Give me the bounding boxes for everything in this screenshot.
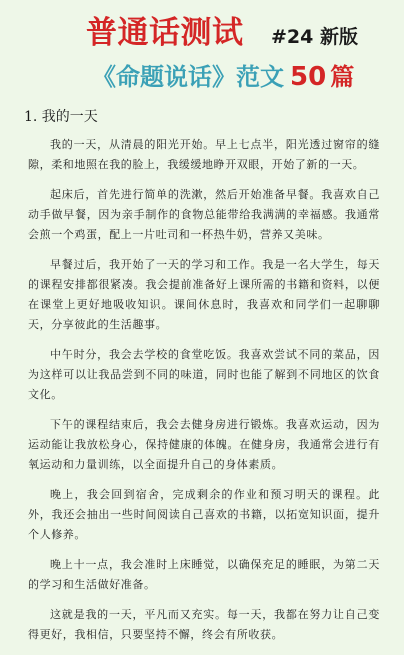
paragraph: 这就是我的一天，平凡而又充实。每一天，我都在努力让自己变得更好，我相信，只要坚持不懈，终会有所收获。 bbox=[28, 608, 380, 641]
paragraph: 晚上十一点，我会准时上床睡觉，以确保充足的睡眠，为第二天的学习和生活做好准备。 bbox=[28, 558, 380, 591]
paragraph: 我的一天，从清晨的阳光开始。早上七点半，阳光透过窗帘的缝隙，柔和地照在我的脸上，我缓缓地睁开双眼，开始了新的一天。 bbox=[28, 138, 380, 171]
paragraph: 中午时分，我会去学校的食堂吃饭。我喜欢尝试不同的菜品，因为这样可以让我品尝到不同的味道，同时也能了解到不同地区的饮食文化。 bbox=[28, 348, 380, 401]
edition-badge: #24 新版 bbox=[271, 26, 358, 48]
section-heading: 1. 我的一天 bbox=[24, 109, 98, 125]
paragraph: 起床后，首先进行简单的洗漱，然后开始准备早餐。我喜欢自己动手做早餐，因为亲手制作的食物总能带给我满满的幸福感。我通常会煎一个鸡蛋，配上一片吐司和一杯热牛奶，营养又美味。 bbox=[28, 188, 380, 241]
page-title: 普通话测试 bbox=[86, 15, 244, 51]
paragraph: 早餐过后，我开始了一天的学习和工作。我是一名大学生，每天的课程安排都很紧凑。我会提前准备好上课所需的书籍和资料，以便在课堂上更好地吸收知识。课间休息时，我喜欢和同学们一起聊聊天，分享彼此的生活趣事。 bbox=[28, 258, 380, 331]
paragraph: 晚上，我会回到宿舍，完成剩余的作业和预习明天的课程。此外，我还会抽出一些时间阅读自己喜欢的书籍，以拓宽知识面，提升个人修养。 bbox=[28, 488, 380, 541]
document-header bbox=[24, 0, 384, 108]
page-subtitle bbox=[92, 64, 354, 90]
subtitle-unit: 篇 bbox=[330, 63, 355, 91]
subtitle-count: 50 bbox=[290, 62, 327, 92]
essay-body bbox=[28, 135, 380, 655]
subtitle-text: 《命题说话》范文 bbox=[92, 63, 284, 91]
paragraph: 下午的课程结束后，我会去健身房进行锻炼。我喜欢运动，因为运动能让我放松身心，保持健康的体魄。在健身房，我通常会进行有氧运动和力量训练，以全面提升自己的身体素质。 bbox=[28, 418, 380, 471]
